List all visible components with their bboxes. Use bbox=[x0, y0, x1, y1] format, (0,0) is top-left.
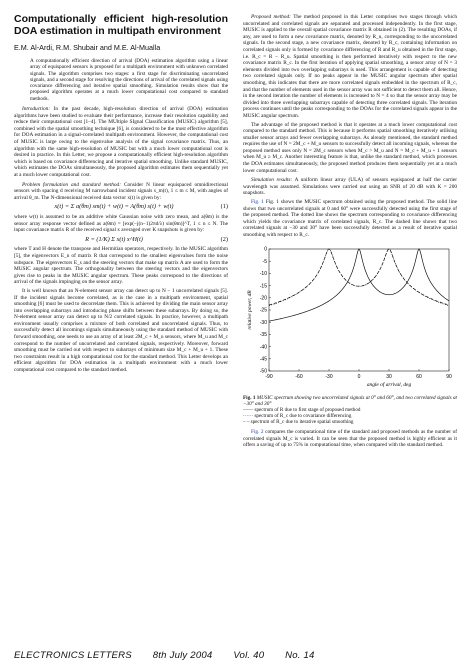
fig2-paragraph bbox=[243, 429, 457, 449]
y-tick-label: 0 bbox=[264, 246, 267, 253]
equation-1-body: x(t) = Σ a(θm) sm(t) + w(t) = A(θm) s(t) + w(t) bbox=[54, 203, 174, 211]
y-tick-label: -35 bbox=[259, 331, 267, 338]
x-axis-label: angle of arrival, deg bbox=[366, 381, 412, 388]
simulation-paragraph bbox=[243, 177, 457, 197]
left-column bbox=[14, 14, 228, 376]
figure-discussion-text: Fig. 1 shows the MUSIC spectrum obtained using the proposed method. The solid line shows that two uncorrelated signals at 0 and 60° were successfully detected using the first stage of the proposed method. The dotted line shows the spectrum corresponding to covariance differencing which yields the covariance matrix of correlated signals, R_c. The dashed line shows that two correlated signals at −30 and 30° have been successfully detected as a result of iterative spatial smoothing with respect to R_c. bbox=[243, 199, 457, 238]
proposed-text: The method proposed in this Letter comprises two stages through which uncorrelated and correlated signals are separated and processed independently. In the first stage, MUSIC is applied to the overall spatial covariance matrix R obtained in (2). The resulting DOAs, if any, are used to form a new covariance matrix, denoted by R_u, corresponding to the uncorrelated signals. In the second stage, a new covariance matrix, denoted by R_c, containing information on correlated signals only is formed by covariance differencing of R and R_u obtained in the first stage, i.e. R_c = R − R_u. Spatial smoothing is then performed iteratively with respect to the new covariance matrix R_c. In the first iteration of applying spatial smoothing, a sensor array of N = 3 elements divided into two overlapping subarrays is used. This arrangement is capable of detecting two correlated signals only. If no peaks appear in the MUSIC angular spectrum after spatial smoothing, this indicates that there are more correlated signals embedded in the spectrum of R_c, and that the number of elements used in the sensor array was not sufficient to detect them all. Hence, in the second iteration the number of elements is increased to N = 4 so that the sensor array may be divided into three overlapping subarrays capable of detecting three correlated signals. The iteration process continues until the peaks corresponding to the DOAs for the correlated signals appear in the MUSIC angular spectrum. bbox=[243, 14, 457, 119]
after-eq2-paragraph: where T and H denote the transpose and Hermitian operators, respectively. In the MUSIC algorithm [5], the eigenvectors E_n of matrix R that correspond to the smallest eigenvalues form the noise subspace. The eigenvectors E_s and the steering vectors that make up matrix A are used to form the MUSIC angular spectrum. The orthogonality between the steering vectors and the eigenvectors gives rise to peaks in the MUSIC angular spectrum. These peaks correspond to the directions of arrival of the signals impinging on the sensor array. bbox=[14, 246, 228, 286]
x-tick-label: -30 bbox=[325, 373, 333, 380]
x-tick-label: 60 bbox=[416, 373, 422, 380]
simulation-label: Simulation results: bbox=[251, 177, 293, 184]
equation-2 bbox=[14, 237, 228, 244]
intro-label: Introduction: bbox=[22, 106, 51, 113]
figure-caption bbox=[243, 395, 457, 407]
equation-2-body: R = (1/K) Σ x(t) x^H(t) bbox=[85, 235, 143, 243]
author-list: E.M. Al-Ardi, R.M. Shubair and M.E. Al-Mualla bbox=[14, 43, 161, 52]
intro-text: In the past decade, high-resolution direction of arrival (DOA) estimation algorithms have been studied to evaluate their performance, increase their resolution capability and reduce their computational cost [1–4]. The MUltiple SIgnal Classification (MUSIC) algorithm [5], combined with the spatial smoothing technique [6], is considered to be the most effective algorithm for DOA estimation in a signal-correlated multipath environment. However, the computational cost of MUSIC is large owing to the eigenvalue analysis of the signal covariance matrix. Thus, an algorithm with the same high-resolution of MUSIC but with a much lower computational cost is desired in practice. In this Letter, we propose a computationally efficient high-resolution algorithm which is based on covariance differencing and iterative spatial smoothing. Unlike standard MUSIC, which estimates the DOAs simultaneously, the proposed algorithm estimates them sequentially yet at a much lower computational cost. bbox=[14, 106, 229, 179]
footer-volume: Vol. 40 bbox=[233, 650, 265, 661]
x-tick-label: -60 bbox=[295, 373, 303, 380]
fig2-link[interactable]: Fig. 2 bbox=[251, 429, 264, 435]
series-line-solid bbox=[269, 249, 449, 321]
footer-journal: ELECTRONICS LETTERS bbox=[14, 650, 132, 661]
caption-text: MUSIC spectrum showing two uncorrelated signals at 0° and 60°, and two correlated signals at −30° and 30° bbox=[243, 394, 457, 407]
page-footer bbox=[14, 650, 460, 661]
legend-dashed: – – spectrum of R_c due to iterative spatial smoothing bbox=[243, 419, 354, 425]
y-tick-label: -30 bbox=[259, 319, 267, 326]
y-tick-label: -40 bbox=[259, 343, 267, 350]
problem-label: Problem formulation and standard method: bbox=[22, 181, 121, 188]
music-spectrum-chart bbox=[243, 243, 457, 393]
fig1-link[interactable]: Fig. 1 bbox=[251, 199, 264, 206]
x-tick-label: 0 bbox=[357, 373, 361, 380]
equation-1 bbox=[14, 204, 228, 211]
after-eq1-paragraph: where w(t) is assumed to be an additive white Gaussian noise with zero mean, and a(θm) is the sensor array response vector defined as a(θm) = [exp(−j(n−1)2πd/λ) sin(θm)]^T, 1 ≤ n ≤ N. The input covariance matrix R of the received signal x averaged over K snapshots is given by: bbox=[14, 213, 228, 234]
paper-title: Computationally efficient high-resolution DOA estimation in multipath environment bbox=[14, 13, 228, 37]
problem-text: Consider N linear equispaced omnidirectional sensors with spacing d receiving M narrowband incident signals s_m(t), 1 ≤ m ≤ M, with angles of arrival θ_m. The N-dimensional received data vector x(t) is given by: bbox=[14, 181, 229, 201]
y-tick-label: -15 bbox=[259, 282, 267, 289]
figure-discussion-paragraph bbox=[243, 199, 457, 239]
caption-label: Fig. 1 bbox=[243, 394, 256, 401]
proposed-label: Proposed method: bbox=[251, 14, 291, 20]
y-tick-label: -20 bbox=[259, 295, 267, 302]
intro-paragraph bbox=[14, 106, 228, 179]
y-tick-label: -45 bbox=[259, 356, 267, 363]
legend-dotted: ······ spectrum of R_c due to covariance differencing bbox=[243, 413, 352, 419]
figure-1 bbox=[243, 243, 457, 393]
right-column bbox=[243, 14, 457, 451]
y-tick-label: -5 bbox=[262, 258, 267, 265]
advantage-paragraph: The advantage of the proposed method is that it operates at a much lower computational cost compared to the standard method. This is because it performs spatial smoothing iteratively utilising smaller sensor arrays and fewer overlapping subarrays. As already mentioned, the standard method requires the use of N = 2M_c + M_u sensors to successfully detect all incoming signals, whereas the proposed method uses only N = 2M_c sensors when M_c > M_u and N = M_c + M_u + 1 sensors when M_u ≥ M_c. Another interesting feature is that, unlike the standard method, which processes the DOA estimates simultaneously, the proposed method produces them sequentially yet at a much lower computational cost. bbox=[243, 121, 457, 174]
x-tick-label: 90 bbox=[446, 373, 452, 380]
equation-2-number: (2) bbox=[220, 235, 228, 243]
problem-paragraph bbox=[14, 182, 228, 202]
simulation-text: A uniform linear array (ULA) of sensors equispaced at half the carrier wavelength was assumed. Simulations were carried out using an SNR of 20 dB with K = 200 snapshots. bbox=[243, 177, 457, 197]
plot-frame bbox=[269, 249, 449, 371]
abstract: A computationally efficient direction of arrival (DOA) estimation algorithm using a linear array of equispaced sensors is proposed for a multipath environment with unknown correlated signals. The algorithm comprises two stages: a first stage for discriminating uncorrelated signals, and a second stage for resolving the directions of arrival of the correlated signals using covariance differencing and iterative spatial smoothing. Simulation results show that the proposed algorithm operates at a much lower computational cost compared to standard methods. bbox=[30, 58, 228, 102]
y-axis-label: relative power, dB bbox=[247, 290, 253, 330]
y-tick-label: -50 bbox=[259, 368, 267, 375]
footer-date: 8th July 2004 bbox=[152, 650, 213, 661]
y-tick-label: -10 bbox=[259, 270, 267, 277]
legend-solid: —— spectrum of R due to first stage of proposed method bbox=[243, 407, 361, 413]
footer-number: No. 14 bbox=[285, 650, 315, 661]
proposed-paragraph bbox=[243, 14, 457, 120]
x-tick-label: 30 bbox=[386, 373, 392, 380]
equation-1-number: (1) bbox=[220, 203, 228, 211]
smoothing-paragraph: It is well known that an N-element sensor array can detect up to N − 1 uncorrelated signals [5]. If the incident signals become correlated, as is the case in a multipath environment, spatial smoothing [6] must be used to decorrelate them. This is achieved by dividing the main sensor array into overlapping subarrays and introducing phase shifts between these subarrays. By doing so, the N-element sensor array can detect up to N/2 correlated signals. In practice, however, a multipath environment usually comprises a mixture of both correlated and uncorrelated signals. Thus, to successfully detect all incomings signals simultaneously using the standard method of MUSIC with forward smoothing, one needs to use an array of at least 2M_c + M_u sensors, where M_u and M_c correspond to the number of uncorrelated and correlated signals, respectively. Moreover, forward smoothing must be carried out with respect to subarrays of minimum size M_c + M_u + 1. These two constraints result in a high computational cost for the standard method. This Letter develops an efficient algorithm for DOA estimation in a multipath environment with a much lower computational cost compared to the standard method. bbox=[14, 287, 228, 374]
y-tick-label: -25 bbox=[259, 307, 267, 314]
fig2-text: compares the computational time of the standard and proposed methods as the number of correlated signals M_c is varied. It can be seen that the proposed method is highly efficient as it offers a saving of up to 75% in computational time, when compared with the standard method. bbox=[243, 429, 457, 449]
x-tick-label: -90 bbox=[265, 373, 273, 380]
